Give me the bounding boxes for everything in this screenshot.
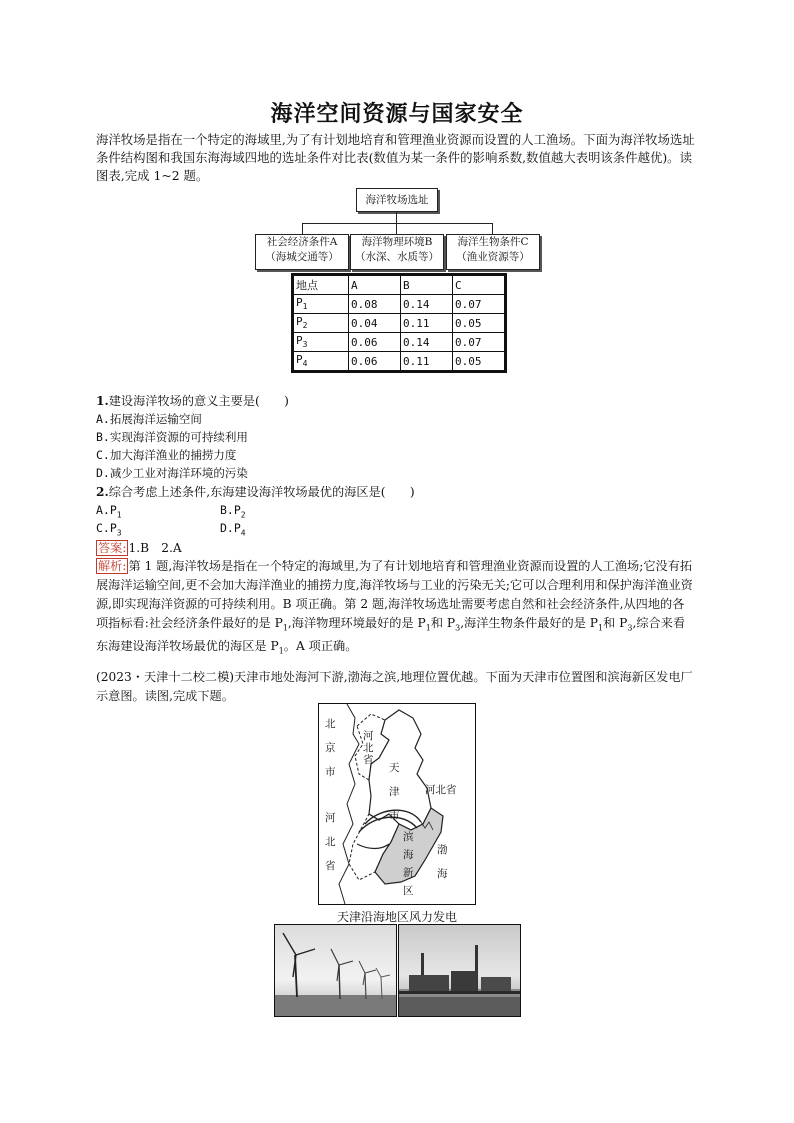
table-row bbox=[293, 314, 506, 333]
diagram-child-line1: 海洋物理环境B bbox=[361, 236, 433, 248]
answer-label: 答案: bbox=[98, 541, 127, 555]
map-label-hebei-right: 河北省 bbox=[425, 784, 457, 796]
table-cell: 0.07 bbox=[453, 295, 506, 314]
diagram-child-line2: （水深、水质等） bbox=[355, 251, 439, 263]
table-cell: 0.08 bbox=[349, 295, 401, 314]
table-cell-place: $P_4$ bbox=[293, 352, 349, 372]
map-label-hebei-inner: 河北省 bbox=[363, 730, 374, 766]
question-1-option-d: D.减少工业对海洋环境的污染 bbox=[96, 466, 248, 480]
table-cell: 0.11 bbox=[401, 352, 453, 372]
wind-turbine-photo bbox=[274, 924, 397, 1017]
power-plant-drawing bbox=[399, 925, 520, 1016]
question-2-option-a: $A.P_1$ bbox=[96, 503, 122, 520]
table-cell-place: $P_2$ bbox=[293, 314, 349, 333]
table-header-cell: C bbox=[453, 275, 506, 295]
map-label-binhai: 滨海新区 bbox=[403, 831, 414, 897]
question-2-option-c: $C.P_3$ bbox=[96, 521, 122, 538]
connector-line bbox=[396, 223, 397, 234]
question-2-option-b: $B.P_2$ bbox=[220, 503, 246, 520]
table-cell: 0.05 bbox=[453, 352, 506, 372]
table-header-cell: A bbox=[349, 275, 401, 295]
table-cell: 0.06 bbox=[349, 333, 401, 352]
table-cell: 0.11 bbox=[401, 314, 453, 333]
connector-line bbox=[302, 223, 492, 224]
question-2-option-d: $D.P_4$ bbox=[220, 521, 246, 538]
table-cell: 0.06 bbox=[349, 352, 401, 372]
table-row bbox=[293, 333, 506, 352]
diagram-child-box bbox=[255, 234, 349, 270]
diagram-root-label: 海洋牧场选址 bbox=[365, 194, 429, 206]
table-header-row bbox=[293, 275, 506, 295]
table-header-cell: 地点 bbox=[293, 275, 349, 295]
map-label-beijing: 北京市 bbox=[325, 718, 336, 778]
table-header-cell: B bbox=[401, 275, 453, 295]
answer-line bbox=[96, 539, 182, 556]
diagram-root-box bbox=[356, 188, 438, 212]
table-cell-place: $P_3$ bbox=[293, 333, 349, 352]
analysis-label: 解析: bbox=[98, 559, 127, 573]
wind-turbine-drawing bbox=[275, 925, 396, 1016]
table-row bbox=[293, 352, 506, 372]
analysis-paragraph: 解析: 第 1 题,海洋牧场是指在一个特定的海域里,为了有计划地培育和管理渔业资源而设置的人工渔场;它没有拓展海洋运输空间,更不会加大海洋渔业的捕捞力度,海洋牧场与工业的污染无关;它可以合理利用和保护海洋渔业资源,即实现海洋资源的可持续利用。B 项正确。第 2 题,海洋牧场选址需要考虑自然和社会经济条件,从四地的各项指标看:社会经济条件最好的是 $P_1$,海洋物理环境最好的是 $P_1$和 $P_3$,海洋生物条件最好的是 $P_1$和 $P_3$,综合来看东海建设海洋牧场最优的海区是 $P_1$。A 项正确。 bbox=[96, 559, 693, 656]
question-1-stem: 1.建设海洋牧场的意义主要是( ) bbox=[96, 394, 289, 408]
question-1 bbox=[96, 392, 289, 482]
diagram-child-line2: （渔业资源等） bbox=[456, 251, 530, 263]
connector-line bbox=[396, 211, 397, 223]
figure-caption: 天津沿海地区风力发电 bbox=[336, 910, 457, 924]
question-2 bbox=[96, 483, 415, 501]
diagram-child-box bbox=[350, 234, 444, 270]
table-cell: 0.04 bbox=[349, 314, 401, 333]
question-1-option-c: C.加大海洋渔业的捕捞力度 bbox=[96, 448, 237, 462]
question-1-option-b: B.实现海洋资源的可持续利用 bbox=[96, 430, 248, 444]
diagram-child-line1: 海洋生物条件C bbox=[457, 236, 529, 248]
tianjin-map bbox=[318, 703, 476, 905]
table-cell: 0.14 bbox=[401, 295, 453, 314]
table-cell: 0.05 bbox=[453, 314, 506, 333]
table-cell: 0.07 bbox=[453, 333, 506, 352]
table-cell: 0.14 bbox=[401, 333, 453, 352]
power-plant-photo bbox=[398, 924, 521, 1017]
map-label-bohai: 渤海 bbox=[437, 844, 448, 880]
site-comparison-table bbox=[291, 273, 507, 373]
question-2-stem: 2.综合考虑上述条件,东海建设海洋牧场最优的海区是( ) bbox=[96, 485, 415, 499]
answer-text: 1.B 2.A bbox=[128, 541, 182, 555]
question-1-option-a: A.拓展海洋运输空间 bbox=[96, 412, 202, 426]
page-title: 海洋空间资源与国家安全 bbox=[270, 102, 524, 127]
diagram-child-line1: 社会经济条件A bbox=[266, 236, 338, 248]
diagram-child-box bbox=[446, 234, 540, 270]
table-cell-place: $P_1$ bbox=[293, 295, 349, 314]
table-row bbox=[293, 295, 506, 314]
map-label-tianjin: 天津市 bbox=[389, 762, 400, 822]
map-label-hebei-left: 河北省 bbox=[325, 812, 336, 872]
connector-line bbox=[492, 223, 493, 234]
connector-line bbox=[302, 223, 303, 234]
diagram-child-line2: （海城交通等） bbox=[265, 251, 339, 263]
intro-paragraph: 海洋牧场是指在一个特定的海域里,为了有计划地培育和管理渔业资源而设置的人工渔场。下面为海洋牧场选址条件结构图和我国东海海域四地的选址条件对比表(数值为某一条件的影响系数,数值越大表明该条件越优)。读图表,完成 1~2 题。 bbox=[96, 132, 695, 183]
source-paragraph: (2023・天津十二校二模)天津市地处海河下游,渤海之滨,地理位置优越。下面为天津市位置图和滨海新区发电厂示意图。读图,完成下题。 bbox=[96, 670, 693, 703]
